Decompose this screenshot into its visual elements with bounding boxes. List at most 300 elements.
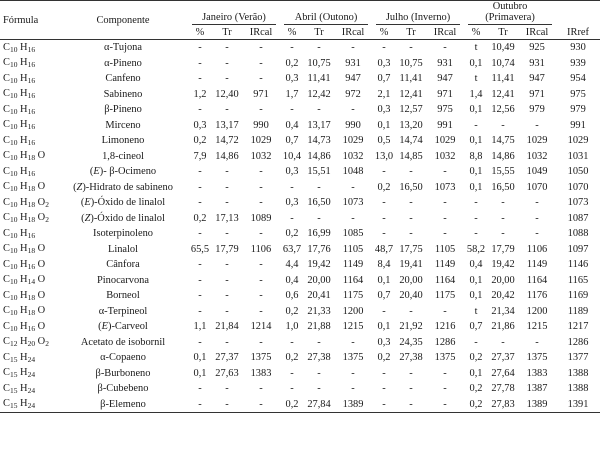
formula-element: H [20, 258, 28, 270]
ircal-cell: - [259, 42, 263, 54]
component-cell: (Z)-Hidrato de sabineno [73, 181, 173, 193]
formula-subscript: 10 [9, 230, 18, 240]
ircal-cell: 931 [345, 57, 361, 69]
tr-cell: 14,75 [491, 135, 515, 147]
ircal-cell: 1389 [342, 398, 364, 410]
table-row [0, 242, 600, 258]
pct-cell: 0,1 [377, 321, 391, 333]
tr-cell: 27,64 [491, 367, 515, 379]
ircal-cell: 1106 [250, 243, 272, 255]
formula-element: C [3, 150, 10, 162]
tr-cell: 15,51 [307, 166, 331, 178]
tr-cell: - [501, 197, 505, 209]
ircal-cell: 1389 [526, 398, 548, 410]
component-cell: β-Elemeno [100, 398, 146, 410]
table-row [0, 71, 600, 87]
irref-cell: 1217 [567, 321, 589, 333]
component-cell: Mirceno [105, 119, 141, 131]
formula-cell [0, 87, 58, 103]
formula-cell [0, 118, 58, 134]
formula-cell [0, 102, 58, 118]
tr-cell: - [225, 228, 229, 240]
ircal-cell: 1176 [526, 290, 548, 302]
pct-cell: 1,0 [285, 321, 299, 333]
formula-element: O [37, 320, 46, 332]
ircal-cell: - [351, 104, 355, 116]
pct-cell: - [474, 336, 478, 348]
formula-subscript: 18 [27, 184, 36, 194]
irref-cell: 1377 [567, 352, 589, 364]
pct-cell: - [198, 42, 202, 54]
ircal-cell: 925 [529, 42, 545, 54]
formula-cell [0, 335, 58, 351]
pct-cell: 1,7 [285, 88, 299, 100]
formula-element: H [20, 134, 28, 146]
formula-element: H [20, 274, 28, 286]
table-row [0, 195, 600, 211]
pct-cell: 58,2 [466, 243, 486, 255]
formula-element: O [37, 196, 46, 208]
table-row [0, 133, 600, 149]
ircal-cell: - [259, 104, 263, 116]
formula-element: C [3, 196, 10, 208]
tr-cell: 12,40 [215, 88, 239, 100]
formula-subscript: 10 [9, 292, 18, 302]
ircal-cell: - [535, 228, 539, 240]
formula-element: H [20, 196, 28, 208]
formula-subscript: 16 [27, 75, 36, 85]
formula-cell [0, 381, 58, 397]
pct-cell: 1,4 [469, 88, 483, 100]
pct-cell: 10,4 [282, 150, 302, 162]
pct-cell: - [290, 367, 294, 379]
tr-cell: - [317, 367, 321, 379]
formula-subscript: 24 [27, 385, 36, 395]
component-cell: Limoneno [101, 135, 145, 147]
formula-element: C [3, 289, 10, 301]
formula-element: C [3, 367, 10, 379]
formula-element: H [20, 41, 28, 53]
formula-element: C [3, 320, 10, 332]
irref-cell: 939 [570, 57, 586, 69]
tr-cell: 12,57 [399, 104, 423, 116]
ircal-cell: 1164 [434, 274, 456, 286]
irref-cell: 1031 [567, 150, 589, 162]
tr-cell: 27,78 [491, 383, 515, 395]
tr-cell: 13,17 [307, 119, 331, 131]
tr-cell: 10,74 [491, 57, 515, 69]
formula-element: H [20, 165, 28, 177]
formula-cell [0, 180, 58, 196]
formula-subscript: 10 [9, 60, 18, 70]
table-row [0, 226, 600, 242]
irref-cell: 1050 [567, 166, 589, 178]
pct-cell: - [474, 228, 478, 240]
formula-element: C [3, 165, 10, 177]
pct-cell: 0,3 [193, 119, 207, 131]
irref-cell: 1029 [567, 135, 589, 147]
formula-subscript: 14 [27, 277, 36, 287]
ircal-cell: 947 [529, 73, 545, 85]
ircal-cell: 1175 [434, 290, 456, 302]
tr-cell: 21,34 [491, 305, 515, 317]
tr-cell: - [409, 383, 413, 395]
ircal-cell: - [443, 367, 447, 379]
ircal-cell: 1214 [250, 321, 272, 333]
irref-cell: 1286 [567, 336, 589, 348]
component-cell: Isoterpinoleno [92, 228, 154, 240]
pct-cell: 0,2 [285, 398, 299, 410]
tr-cell: 20,41 [307, 290, 331, 302]
formula-subscript: 18 [27, 246, 36, 256]
formula-element: H [20, 212, 28, 224]
ircal-cell: 971 [253, 88, 269, 100]
tr-cell: 20,40 [399, 290, 423, 302]
pct-cell: - [198, 274, 202, 286]
ircal-cell: - [259, 305, 263, 317]
pct-cell: 0,1 [469, 367, 483, 379]
formula-element: H [20, 243, 28, 255]
ircal-cell: - [259, 228, 263, 240]
ircal-cell: - [443, 383, 447, 395]
tr-cell: 27,38 [399, 352, 423, 364]
ircal-cell: 1032 [526, 150, 548, 162]
ircal-cell: 1105 [434, 243, 456, 255]
formula-cell [0, 350, 58, 366]
formula-subscript: 10 [9, 168, 18, 178]
tr-cell: 16,50 [399, 181, 423, 193]
component-cell: Pinocarvona [97, 274, 149, 286]
tr-cell: - [225, 305, 229, 317]
formula-element: O [37, 305, 46, 317]
pct-cell: 13,0 [374, 150, 394, 162]
component-cell: α-Tujona [104, 42, 142, 54]
pct-cell: 0,2 [193, 212, 207, 224]
ircal-cell: 971 [437, 88, 453, 100]
header-formula: Fórmula [3, 14, 39, 26]
formula-element: C [3, 119, 10, 131]
tr-cell: - [317, 212, 321, 224]
tr-cell: - [409, 166, 413, 178]
formula-subscript: 24 [27, 401, 36, 411]
pct-cell: 0,4 [285, 119, 299, 131]
ircal-cell: - [351, 181, 355, 193]
formula-subscript: 16 [27, 137, 36, 147]
ircal-cell: 931 [437, 57, 453, 69]
pct-cell: 0,6 [285, 290, 299, 302]
component-cell: β-Burboneno [95, 367, 151, 379]
tr-cell: - [409, 42, 413, 54]
pct-cell: t [474, 42, 478, 54]
ircal-cell: 1048 [342, 166, 364, 178]
table-row [0, 164, 600, 180]
tr-cell: - [409, 197, 413, 209]
formula-cell [0, 40, 58, 56]
formula-element: C [3, 134, 10, 146]
tr-cell: 11,41 [491, 73, 515, 85]
pct-cell: - [474, 212, 478, 224]
tr-cell: 20,00 [307, 274, 331, 286]
pct-cell: 0,1 [377, 274, 391, 286]
formula-element: O [37, 150, 46, 162]
tr-cell: 19,42 [307, 259, 331, 271]
ircal-cell: - [443, 228, 447, 240]
tr-cell: - [501, 119, 505, 131]
pct-cell: 0,2 [469, 352, 483, 364]
tr-cell: 13,20 [399, 119, 423, 131]
tr-cell: 12,41 [491, 88, 515, 100]
irref-cell: 1087 [567, 212, 589, 224]
formula-subscript: 16 [27, 44, 36, 54]
formula-cell [0, 257, 58, 273]
pct-cell: - [382, 305, 386, 317]
formula-cell [0, 288, 58, 304]
pct-cell: 0,1 [377, 119, 391, 131]
tr-cell: - [317, 336, 321, 348]
ircal-cell: 1164 [342, 274, 364, 286]
formula-cell [0, 226, 58, 242]
ircal-cell: 947 [345, 73, 361, 85]
pct-cell: 48,7 [374, 243, 394, 255]
tr-cell: 20,00 [491, 274, 515, 286]
tr-cell: 10,75 [399, 57, 423, 69]
tr-cell: 14,86 [215, 150, 239, 162]
table-row [0, 273, 600, 289]
component-cell: (Z)-Óxido de linalol [81, 212, 165, 224]
formula-subscript: 10 [9, 323, 18, 333]
formula-element: H [20, 320, 28, 332]
formula-element: C [3, 212, 10, 224]
ircal-cell: 1375 [250, 352, 272, 364]
component-cell: β-Pineno [104, 104, 142, 116]
formula-element: O [37, 274, 46, 286]
irref-cell: 1070 [567, 181, 589, 193]
table-row [0, 381, 600, 397]
table-row [0, 118, 600, 134]
formula-cell [0, 397, 58, 413]
formula-subscript: 10 [9, 44, 18, 54]
ircal-cell: - [535, 336, 539, 348]
tr-cell: - [409, 212, 413, 224]
formula-subscript: 2 [45, 215, 49, 225]
header-season-julho: Julho (Inverno) [372, 1, 464, 26]
pct-cell: 0,3 [285, 166, 299, 178]
pct-cell: - [382, 228, 386, 240]
formula-element: H [20, 227, 28, 239]
ircal-cell: 1089 [250, 212, 272, 224]
pct-cell: - [198, 197, 202, 209]
table-row [0, 149, 600, 165]
formula-element: H [20, 57, 28, 69]
pct-cell: 0,2 [469, 398, 483, 410]
formula-subscript: 15 [9, 385, 18, 395]
ircal-cell: 1200 [526, 305, 548, 317]
table-row [0, 397, 600, 413]
ircal-cell: - [351, 42, 355, 54]
ircal-cell: 1105 [342, 243, 364, 255]
component-cell: α-Copaeno [100, 352, 146, 364]
subheader-tr: Tr [406, 26, 416, 38]
tr-cell: 17,13 [215, 212, 239, 224]
tr-cell: - [225, 197, 229, 209]
formula-element: C [3, 274, 10, 286]
component-cell: (E)-Carveol [98, 321, 148, 333]
pct-cell: 0,7 [377, 73, 391, 85]
formula-element: C [3, 41, 10, 53]
header-season-janeiro: Janeiro (Verão) [188, 1, 280, 26]
pct-cell: 8,4 [377, 259, 391, 271]
ircal-cell: - [259, 290, 263, 302]
formula-subscript: 10 [9, 246, 18, 256]
tr-cell: 24,35 [399, 336, 423, 348]
formula-element: H [20, 103, 28, 115]
formula-element: O [37, 336, 46, 348]
table-row [0, 40, 600, 56]
formula-subscript: 16 [27, 261, 36, 271]
subheader-tr: Tr [314, 26, 324, 38]
formula-subscript: 10 [9, 91, 18, 101]
pct-cell: 0,2 [377, 181, 391, 193]
irref-cell: 1391 [567, 398, 589, 410]
ircal-cell: 1149 [342, 259, 364, 271]
tr-cell: 16,99 [307, 228, 331, 240]
formula-element: C [3, 88, 10, 100]
tr-cell: - [317, 383, 321, 395]
table-row [0, 288, 600, 304]
tr-cell: - [225, 259, 229, 271]
pct-cell: - [198, 398, 202, 410]
table-header [0, 1, 600, 40]
pct-cell: 0,2 [285, 57, 299, 69]
ircal-cell: 1073 [434, 181, 456, 193]
formula-subscript: 16 [27, 60, 36, 70]
table-body [0, 40, 600, 413]
formula-element: O [37, 243, 46, 255]
pct-cell: 8,8 [469, 150, 483, 162]
tr-cell: 10,75 [307, 57, 331, 69]
formula-element: H [20, 181, 28, 193]
pct-cell: - [198, 336, 202, 348]
ircal-cell: - [351, 336, 355, 348]
formula-element: H [20, 351, 28, 363]
tr-cell: - [317, 181, 321, 193]
pct-cell: 0,3 [285, 73, 299, 85]
pct-cell: 0,1 [469, 274, 483, 286]
formula-subscript: 18 [27, 153, 36, 163]
formula-element: H [20, 398, 28, 410]
ircal-cell: 990 [253, 119, 269, 131]
formula-element: O [37, 289, 46, 301]
ircal-cell: - [535, 197, 539, 209]
ircal-cell: 971 [529, 88, 545, 100]
formula-cell [0, 149, 58, 165]
ircal-cell: - [535, 212, 539, 224]
ircal-cell: 1032 [342, 150, 364, 162]
tr-cell: - [317, 42, 321, 54]
irref-cell: 979 [570, 104, 586, 116]
tr-cell: 10,49 [491, 42, 515, 54]
formula-element: C [3, 243, 10, 255]
pct-cell: 0,2 [285, 305, 299, 317]
ircal-cell: - [443, 166, 447, 178]
formula-element: C [3, 227, 10, 239]
pct-cell: - [198, 166, 202, 178]
pct-cell: - [382, 367, 386, 379]
tr-cell: - [501, 336, 505, 348]
pct-cell: - [290, 212, 294, 224]
pct-cell: 0,1 [469, 290, 483, 302]
tr-cell: - [317, 104, 321, 116]
tr-cell: 21,86 [491, 321, 515, 333]
pct-cell: - [290, 383, 294, 395]
formula-element: H [20, 382, 28, 394]
tr-cell: 21,84 [215, 321, 239, 333]
irref-cell: 1189 [567, 305, 589, 317]
tr-cell: - [225, 290, 229, 302]
pct-cell: - [290, 336, 294, 348]
tr-cell: - [409, 398, 413, 410]
component-cell: Canfeno [105, 73, 141, 85]
ircal-cell: 1375 [342, 352, 364, 364]
formula-element: C [3, 258, 10, 270]
tr-cell: 17,79 [215, 243, 239, 255]
pct-cell: 0,2 [285, 352, 299, 364]
irref-cell: 1073 [567, 197, 589, 209]
tr-cell: - [409, 228, 413, 240]
pct-cell: t [474, 73, 478, 85]
table-row [0, 319, 600, 335]
formula-element: H [20, 367, 28, 379]
component-cell: (E)- β-Ocimeno [89, 166, 157, 178]
formula-element: H [20, 336, 28, 348]
irref-cell: 991 [570, 119, 586, 131]
header-empty [556, 1, 600, 26]
formula-cell [0, 71, 58, 87]
tr-cell: 20,00 [399, 274, 423, 286]
subheader-pct: % [471, 26, 481, 38]
irref-cell: 1088 [567, 228, 589, 240]
ircal-cell: - [535, 119, 539, 131]
ircal-cell: - [259, 274, 263, 286]
formula-element: H [20, 88, 28, 100]
ircal-cell: 1029 [434, 135, 456, 147]
subheader-pct: % [379, 26, 389, 38]
tr-cell: 14,85 [399, 150, 423, 162]
formula-cell [0, 164, 58, 180]
table-row [0, 211, 600, 227]
formula-element: C [3, 382, 10, 394]
formula-subscript: 18 [27, 308, 36, 318]
pct-cell: 0,7 [377, 290, 391, 302]
formula-element: C [3, 351, 10, 363]
tr-cell: 19,41 [399, 259, 423, 271]
tr-cell: 11,41 [399, 73, 423, 85]
tr-cell: 17,79 [491, 243, 515, 255]
pct-cell: 63,7 [282, 243, 302, 255]
header-season-abril: Abril (Outono) [280, 1, 372, 26]
ircal-cell: 1383 [250, 367, 272, 379]
season-header-row [0, 1, 600, 26]
formula-cell [0, 319, 58, 335]
formula-subscript: 2 [45, 199, 49, 209]
tr-cell: 27,83 [491, 398, 515, 410]
table-row [0, 350, 600, 366]
formula-subscript: 18 [27, 215, 36, 225]
header-season-outubro: Outubro (Primavera) [464, 1, 556, 26]
tr-cell: 16,50 [307, 197, 331, 209]
table-row [0, 335, 600, 351]
ircal-cell: - [443, 398, 447, 410]
